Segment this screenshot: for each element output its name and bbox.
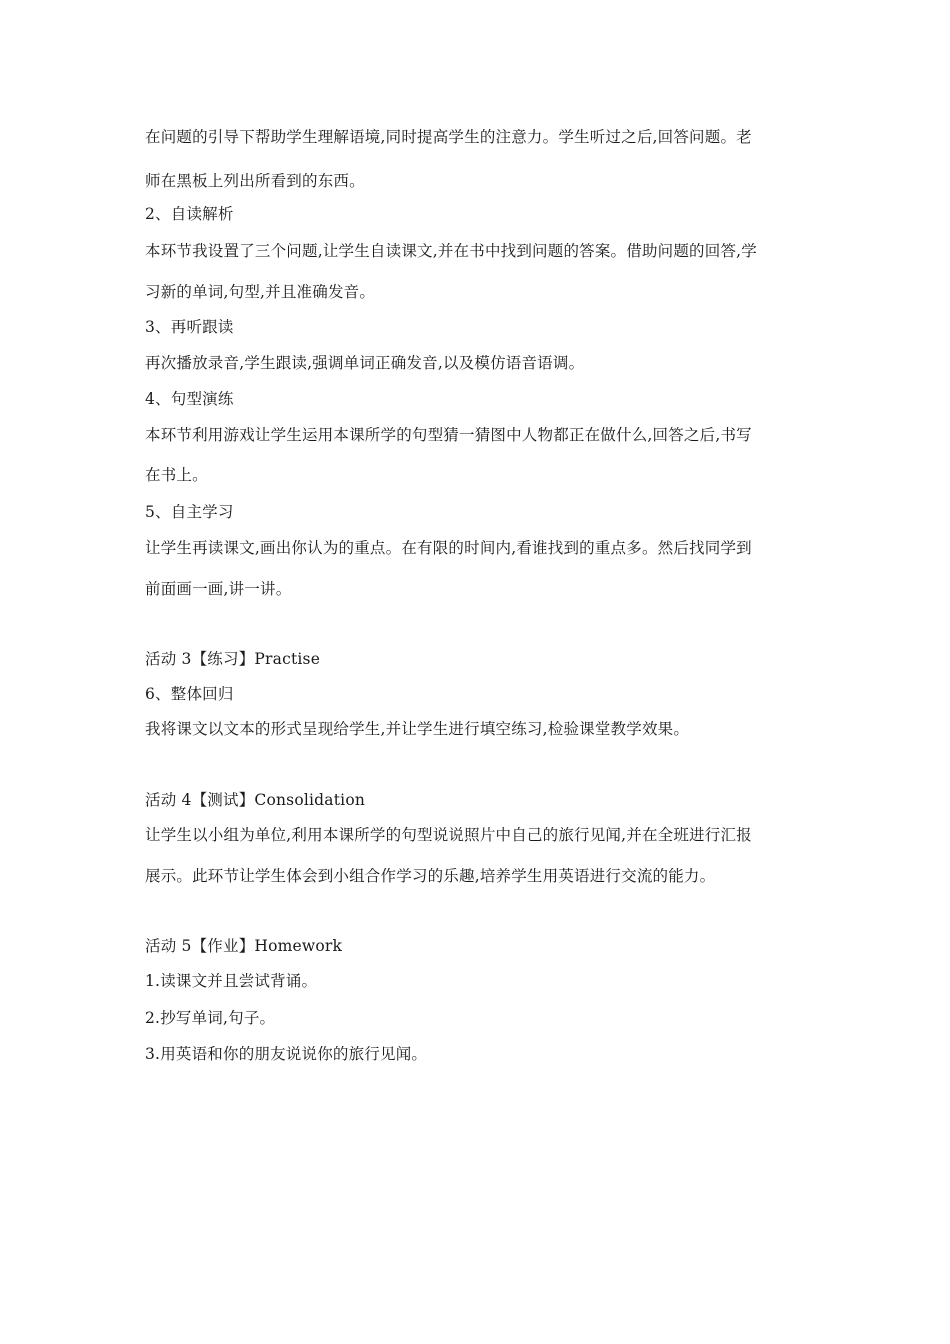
homework-item: 3.用英语和你的朋友说说你的旅行见闻。 (145, 1045, 428, 1063)
section-heading: 6、整体回归 (145, 685, 234, 703)
paragraph-line: 在书上。 (145, 466, 208, 484)
homework-item: 1.读课文并且尝试背诵。 (145, 972, 318, 990)
homework-item: 2.抄写单词,句子。 (145, 1009, 276, 1027)
paragraph-line: 让学生以小组为单位,利用本课所学的句型说说照片中自己的旅行见闻,并在全班进行汇报 (145, 826, 752, 844)
paragraph-line: 展示。此环节让学生体会到小组合作学习的乐趣,培养学生用英语进行交流的能力。 (145, 867, 716, 885)
paragraph-line: 再次播放录音,学生跟读,强调单词正确发音,以及模仿语音语调。 (145, 354, 585, 372)
paragraph-line: 前面画一画,讲一讲。 (145, 580, 292, 598)
paragraph-line: 习新的单词,句型,并且准确发音。 (145, 283, 376, 301)
activity-heading: 活动 3【练习】Practise (145, 650, 321, 668)
section-heading: 3、再听跟读 (145, 318, 234, 336)
section-heading: 2、自读解析 (145, 205, 234, 223)
activity-heading: 活动 4【测试】Consolidation (145, 791, 366, 809)
paragraph-line: 在问题的引导下帮助学生理解语境,同时提高学生的注意力。学生听过之后,回答问题。老 (145, 128, 752, 146)
activity-heading: 活动 5【作业】Homework (145, 937, 343, 955)
paragraph-line: 师在黑板上列出所看到的东西。 (145, 172, 365, 190)
paragraph-line: 本环节我设置了三个问题,让学生自读课文,并在书中找到问题的答案。借助问题的回答,学 (145, 242, 757, 260)
section-heading: 4、句型演练 (145, 390, 234, 408)
paragraph-line: 让学生再读课文,画出你认为的重点。在有限的时间内,看谁找到的重点多。然后找同学到 (145, 539, 752, 557)
paragraph-line: 本环节利用游戏让学生运用本课所学的句型猜一猜图中人物都正在做什么,回答之后,书写 (145, 426, 752, 444)
section-heading: 5、自主学习 (145, 503, 234, 521)
paragraph-line: 我将课文以文本的形式呈现给学生,并让学生进行填空练习,检验课堂教学效果。 (145, 720, 690, 738)
